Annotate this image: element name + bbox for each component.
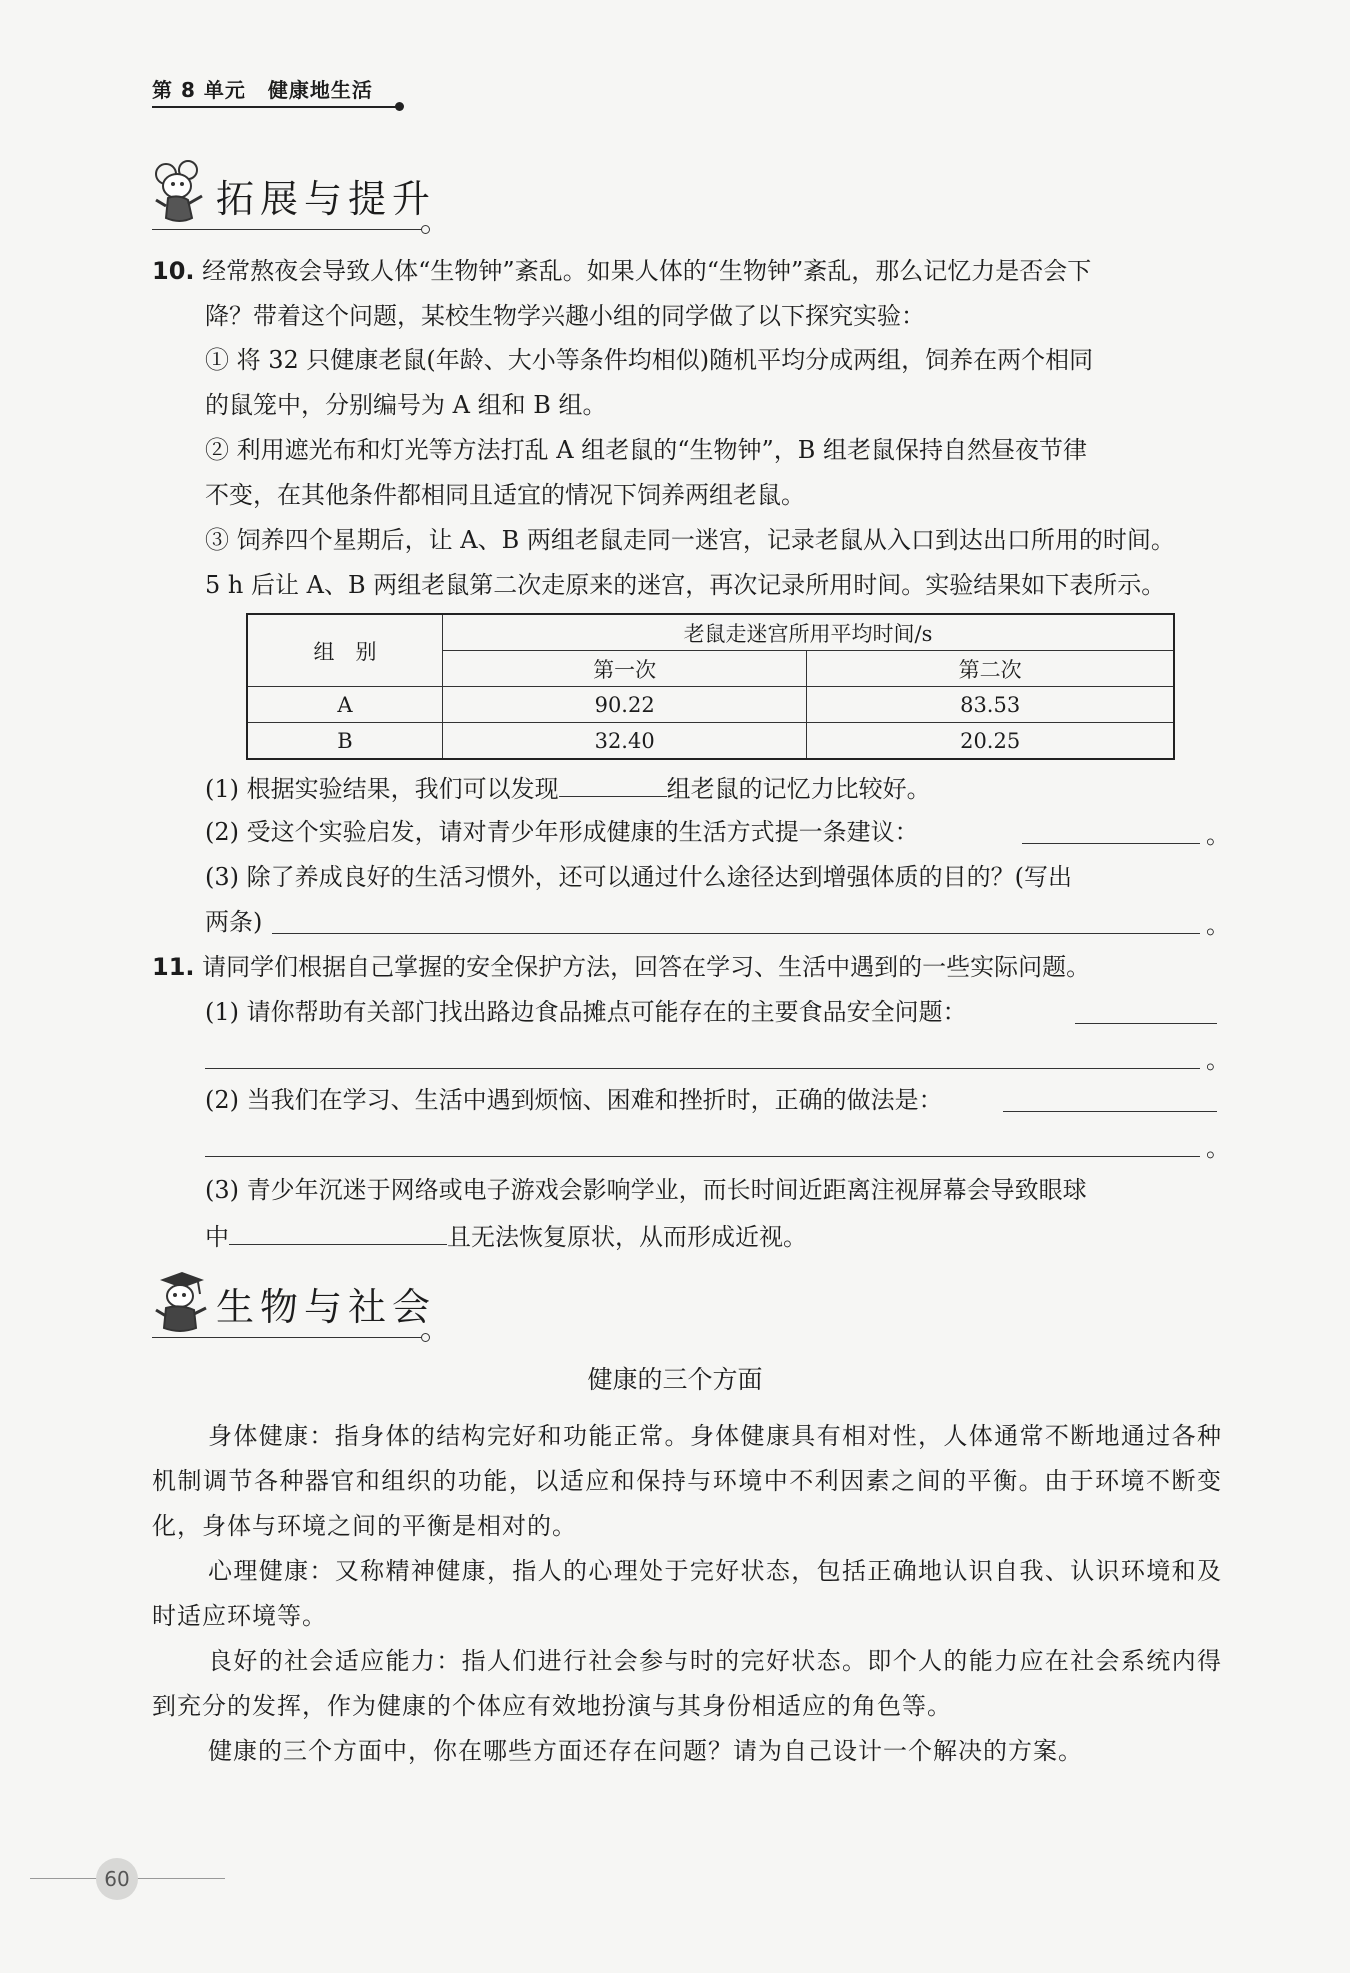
paragraph-mental: 心理健康：又称精神健康，指人的心理处于完好状态，包括正确地认识自我、认识环境和及时适应环境等。 <box>152 1557 1222 1630</box>
q10-line-6: 不变，在其他条件都相同且适宜的情况下饲养两组老鼠。 <box>205 481 805 509</box>
paragraph-physical: 身体健康：指身体的结构完好和功能正常。身体健康具有相对性，人体通常不断地通过各种机制调节各种器官和组织的功能，以适应和保持与环境中不利因素之间的平衡。由于环境不断变化，身体与环境之间的平衡是相对的。 <box>152 1422 1222 1540</box>
q10-sub1: (1) 根据实验结果，我们可以发现 组老鼠的记忆力比较好。 <box>205 770 931 806</box>
unit-header <box>152 74 373 103</box>
section-society-rule <box>152 1337 422 1338</box>
answer-blank-food-safety-cont[interactable] <box>205 1068 1200 1069</box>
section-society-ring <box>421 1333 430 1342</box>
q10-line-4: 的鼠笼中，分别编号为 A 组和 B 组。 <box>205 391 607 419</box>
section-extend-ring <box>421 225 430 234</box>
q11-sub3-line-1: (3) 青少年沉迷于网络或电子游戏会影响学业，而长时间近距离注视屏幕会导致眼球 <box>205 1176 1087 1204</box>
maze-results-table <box>246 613 1175 760</box>
unit-topic: 健康地生活 <box>267 78 373 102</box>
q11-sub1: (1) 请你帮助有关部门找出路边食品摊点可能存在的主要食品安全问题： <box>205 998 967 1026</box>
period-mark: 。 <box>1206 1134 1230 1162</box>
q11-number: 11. <box>152 953 195 981</box>
table-row <box>247 687 1174 723</box>
section-society-heading <box>152 1268 436 1334</box>
period-mark: 。 <box>1206 1046 1230 1074</box>
q10-line-2: 降？带着这个问题，某校生物学兴趣小组的同学做了以下探究实验： <box>205 302 925 330</box>
q10-sub2: (2) 受这个实验启发，请对青少年形成健康的生活方式提一条建议： <box>205 818 919 846</box>
answer-blank-group[interactable] <box>559 770 667 797</box>
q10-line-7: ③ 饲养四个星期后，让 A、B 两组老鼠走同一迷宫，记录老鼠从入口到达出口所用的时间。 <box>205 526 1175 554</box>
scholar-mascot-icon <box>152 1268 210 1334</box>
header-rule-dot <box>395 102 404 111</box>
time-header-cell: 老鼠走迷宫所用平均时间/s <box>443 614 1175 651</box>
first-time-cell: 32.40 <box>443 723 807 760</box>
group-cell: B <box>247 723 443 760</box>
col-first-cell: 第一次 <box>443 651 807 687</box>
col-second-cell: 第二次 <box>807 651 1174 687</box>
first-time-cell: 90.22 <box>443 687 807 723</box>
header-rule <box>152 106 400 108</box>
section-society-title: 生物与社会 <box>216 1285 437 1329</box>
answer-blank-food-safety[interactable] <box>1075 1023 1217 1024</box>
section-extend-title: 拓展与提升 <box>216 177 437 221</box>
q11-sub3-line-2: 中 且无法恢复原状，从而形成近视。 <box>205 1218 807 1254</box>
unit-number: 第 8 单元 <box>152 78 246 102</box>
q11-sub2: (2) 当我们在学习、生活中遇到烦恼、困难和挫折时，正确的做法是： <box>205 1086 943 1114</box>
article-body <box>152 1414 1222 1774</box>
answer-blank-coping[interactable] <box>1003 1111 1217 1112</box>
page-number: 60 <box>96 1858 138 1900</box>
q11-intro: 11. 请同学们根据自己掌握的安全保护方法，回答在学习、生活中遇到的一些实际问题。 <box>152 953 1091 981</box>
period-mark: 。 <box>1206 911 1230 939</box>
answer-blank-eyeball[interactable] <box>229 1218 447 1245</box>
section-extend-rule <box>152 229 422 230</box>
table-row <box>247 723 1174 760</box>
group-header-cell: 组 别 <box>247 614 443 687</box>
q10-number: 10. <box>152 257 195 285</box>
q10-line-8: 5 h 后让 A、B 两组老鼠第二次走原来的迷宫，再次记录所用时间。实验结果如下表所示。 <box>205 571 1166 599</box>
period-mark: 。 <box>1206 821 1230 849</box>
second-time-cell: 20.25 <box>807 723 1174 760</box>
answer-blank-suggestion[interactable] <box>1022 843 1200 844</box>
q10-line-5: ② 利用遮光布和灯光等方法打乱 A 组老鼠的“生物钟”，B 组老鼠保持自然昼夜节律 <box>205 436 1088 464</box>
q10-sub3-line-2: 两条) <box>205 908 263 936</box>
paragraph-social: 良好的社会适应能力：指人们进行社会参与时的完好状态。即个人的能力应在社会系统内得到充分的发挥，作为健康的个体应有效地扮演与其身份相适应的角色等。 <box>152 1647 1222 1720</box>
q10-line-1: 10. 经常熬夜会导致人体“生物钟”紊乱。如果人体的“生物钟”紊乱，那么记忆力是否会下 <box>152 257 1092 285</box>
second-time-cell: 83.53 <box>807 687 1174 723</box>
answer-blank-coping-cont[interactable] <box>205 1156 1200 1157</box>
table-header-row <box>247 614 1174 651</box>
q10-line-3: ① 将 32 只健康老鼠(年龄、大小等条件均相似)随机平均分成两组，饲养在两个相同 <box>205 346 1094 374</box>
section-extend-heading <box>152 160 436 226</box>
answer-blank-methods[interactable] <box>272 933 1200 934</box>
q10-sub3-line-1: (3) 除了养成良好的生活习惯外，还可以通过什么途径达到增强体质的目的？(写出 <box>205 863 1072 891</box>
group-cell: A <box>247 687 443 723</box>
article-title: 健康的三个方面 <box>587 1365 763 1394</box>
mouse-mascot-icon <box>152 160 210 226</box>
paragraph-prompt: 健康的三个方面中，你在哪些方面还存在问题？请为自己设计一个解决的方案。 <box>208 1737 1083 1765</box>
